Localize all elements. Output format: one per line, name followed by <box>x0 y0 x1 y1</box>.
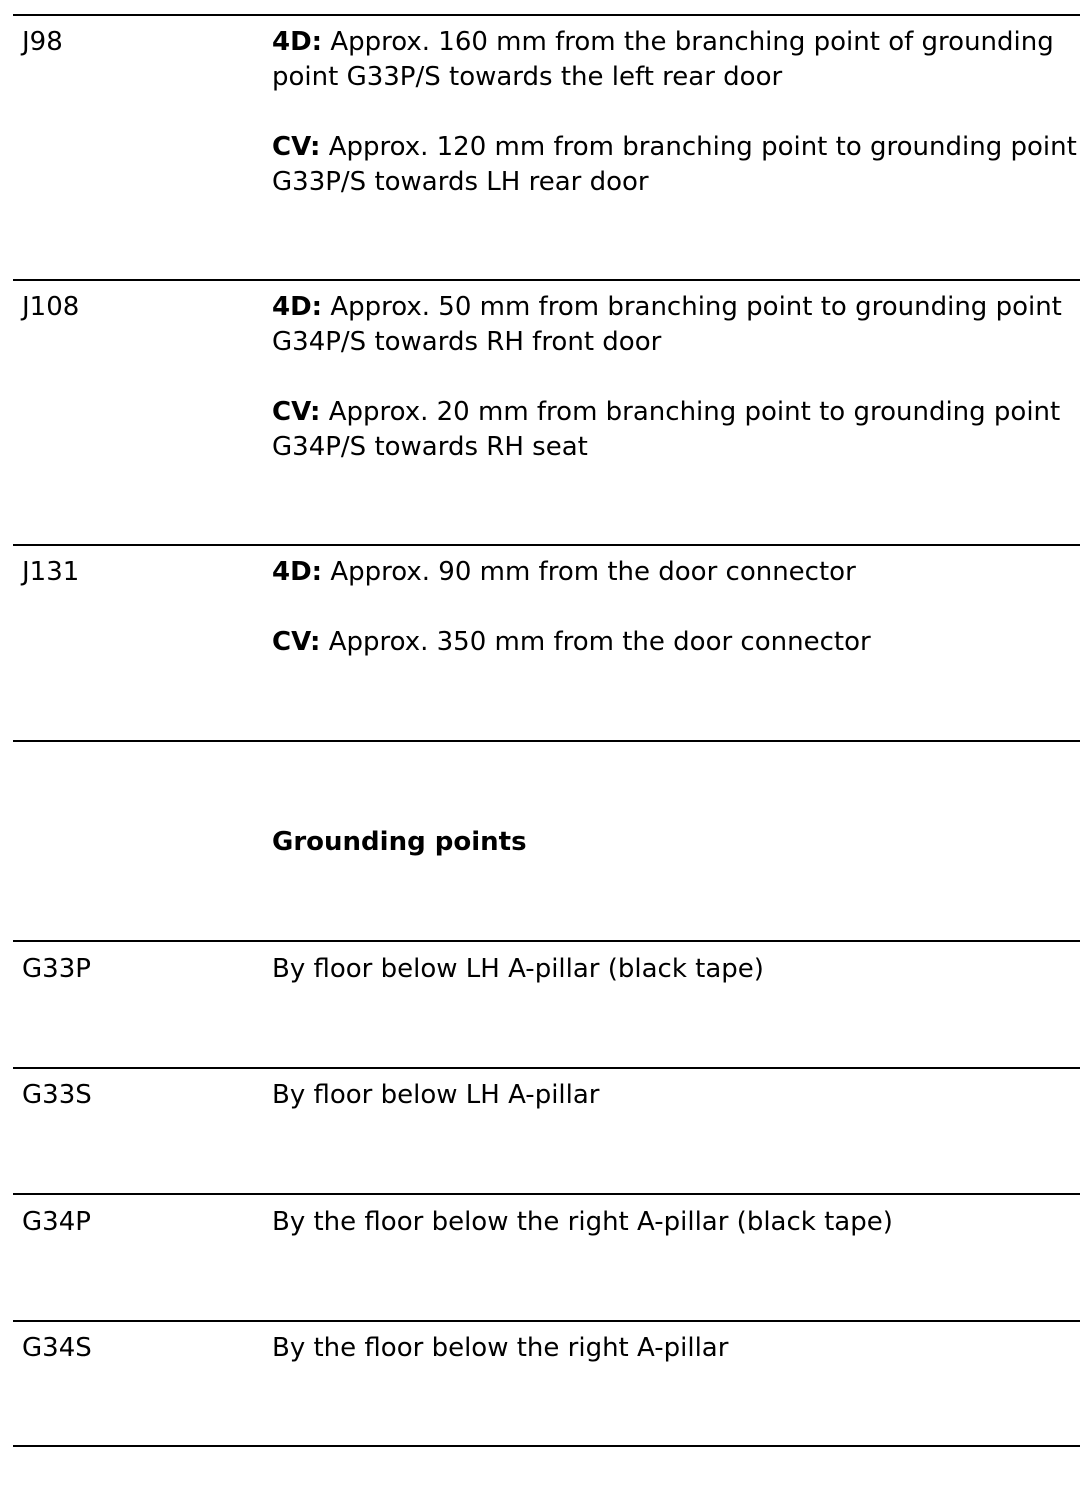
junction-code: J98 <box>22 27 63 57</box>
variant-text: Approx. 120 mm from branching point to grounding point G33P/S towards LH rear door <box>272 132 1077 197</box>
grounding-description: By floor below LH A-pillar (black tape) <box>272 954 764 984</box>
grounding-description: By the floor below the right A-pillar (black tape) <box>272 1207 893 1237</box>
divider <box>13 1067 1080 1069</box>
variant-cv-note <box>272 130 1077 200</box>
variant-text: Approx. 50 mm from branching point to grounding point G34P/S towards RH front door <box>272 292 1062 357</box>
grounding-description: By the floor below the right A-pillar <box>272 1333 729 1363</box>
grounding-code: G33S <box>22 1080 92 1110</box>
divider <box>13 544 1080 546</box>
variant-label: CV: <box>272 397 321 427</box>
junction-description <box>272 555 1077 660</box>
variant-label: 4D: <box>272 292 323 322</box>
variant-label: CV: <box>272 132 321 162</box>
variant-4d-note <box>272 290 1077 360</box>
grounding-code: G33P <box>22 954 91 984</box>
divider <box>13 1320 1080 1322</box>
divider <box>13 940 1080 942</box>
grounding-code: G34S <box>22 1333 92 1363</box>
variant-text: Approx. 160 mm from the branching point of grounding point G33P/S towards the left rear door <box>272 27 1054 92</box>
variant-4d-note <box>272 555 1077 590</box>
junction-description <box>272 290 1077 465</box>
grounding-description: By floor below LH A-pillar <box>272 1080 600 1110</box>
variant-label: 4D: <box>272 557 323 587</box>
variant-label: 4D: <box>272 27 323 57</box>
variant-cv-note <box>272 625 1077 660</box>
divider <box>13 14 1080 16</box>
divider <box>13 1445 1080 1447</box>
grounding-code: G34P <box>22 1207 91 1237</box>
junction-code: J108 <box>22 292 80 322</box>
variant-cv-note <box>272 395 1077 465</box>
divider <box>13 279 1080 281</box>
variant-text: Approx. 90 mm from the door connector <box>322 557 856 587</box>
junction-description <box>272 25 1077 200</box>
divider <box>13 1193 1080 1195</box>
variant-text: Approx. 20 mm from branching point to grounding point G34P/S towards RH seat <box>272 397 1061 462</box>
divider <box>13 740 1080 742</box>
section-heading: Grounding points <box>272 827 527 857</box>
variant-4d-note <box>272 25 1077 95</box>
variant-label: CV: <box>272 627 321 657</box>
junction-code: J131 <box>22 557 80 587</box>
variant-text: Approx. 350 mm from the door connector <box>320 627 871 657</box>
